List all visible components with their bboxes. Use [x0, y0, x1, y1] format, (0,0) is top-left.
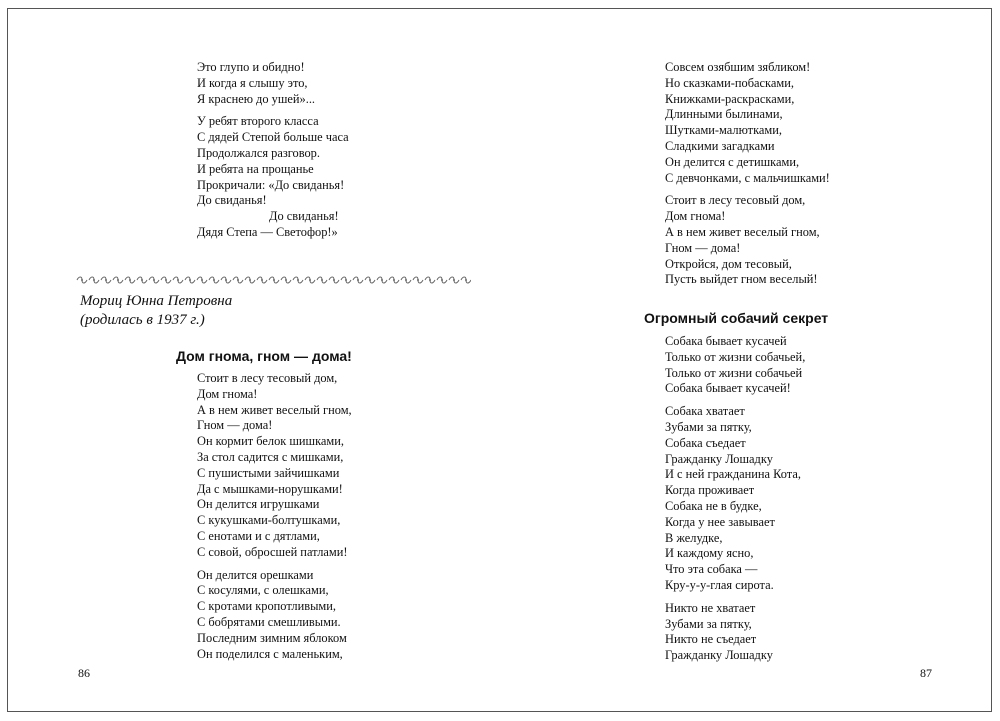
- poem-line: Собака хватает: [665, 404, 745, 419]
- poem-continuation: [665, 60, 830, 295]
- stanza: [665, 193, 830, 288]
- author-name: Мориц Юнна Петровна: [80, 293, 233, 309]
- poem-line: Последним зимним яблоком: [197, 630, 347, 645]
- poem-line: Собака бывает кусачей!: [665, 381, 791, 396]
- poem-line: Пусть выйдет гном веселый!: [665, 272, 818, 287]
- poem-line: Гном — дома!: [197, 418, 273, 433]
- poem-line: С девчонками, с мальчишками!: [665, 170, 830, 185]
- poem-line: Гражданку Лошадку: [665, 648, 773, 663]
- poem-line: Книжками-раскрасками,: [665, 91, 795, 106]
- poem-line: Зубами за пятку,: [665, 616, 752, 631]
- poem-line: Продолжался разговор.: [197, 145, 320, 160]
- poem-line: А в нем живет веселый гном,: [197, 402, 352, 417]
- poem-line: Никто не съедает: [665, 632, 757, 647]
- poem-line: Он кормит белок шишками,: [197, 434, 345, 449]
- poem-line: Но сказками-побасками,: [665, 75, 794, 90]
- poem-line: В желудке,: [665, 530, 723, 545]
- poem-line: Длинными былинами,: [665, 107, 783, 122]
- poem-line: У ребят второго класса: [197, 114, 319, 129]
- poem-line: Стоит в лесу тесовый дом,: [197, 371, 338, 385]
- poem-line: Собака съедает: [665, 435, 746, 450]
- right-page: [508, 9, 993, 711]
- stanza: [665, 404, 805, 594]
- author-heading: [80, 292, 232, 330]
- poem-line: А в нем живет веселый гном,: [665, 224, 820, 239]
- poem-line: С енотами и с дятлами,: [197, 528, 320, 543]
- poem-line: Он делится с детишками,: [665, 154, 800, 169]
- stanza: [197, 60, 349, 107]
- poem-line: Никто не хватает: [665, 600, 756, 615]
- poem-line: Гном — дома!: [665, 240, 741, 255]
- poem-line: С кротами кропотливыми,: [197, 599, 336, 614]
- poem-line: Он делится игрушками: [197, 497, 320, 512]
- poem-line: Что эта собака —: [665, 562, 758, 577]
- poem-line: Только от жизни собачьей: [665, 365, 803, 380]
- poem-title: Дом гнома, гном — дома!: [176, 348, 352, 364]
- author-dates: (родилась в 1937 г.): [80, 312, 205, 328]
- poem-line: И с ней гражданина Кота,: [665, 467, 801, 482]
- poem-line: Собака бывает кусачей: [665, 334, 787, 348]
- poem-line: Стоит в лесу тесовый дом,: [665, 193, 806, 208]
- poem-line: Это глупо и обидно!: [197, 60, 305, 74]
- ornament-divider: [76, 275, 471, 285]
- poem-line: С косулями, с олешками,: [197, 583, 329, 598]
- poem-line: Шутками-малютками,: [665, 123, 782, 138]
- poem-line: Я краснею до ушей»...: [197, 91, 316, 106]
- poem-line: С совой, обросшей патлами!: [197, 544, 348, 559]
- poem-line: С дядей Степой больше часа: [197, 130, 349, 145]
- poem-line: И каждому ясно,: [665, 546, 754, 561]
- poem-line: До свиданья!: [269, 209, 339, 224]
- poem-line: Он поделился с маленьким,: [197, 646, 343, 661]
- poem-line: И когда я слышу это,: [197, 75, 308, 90]
- stanza: [665, 334, 805, 397]
- poem-line: И ребята на прощанье: [197, 161, 314, 176]
- poem-line: Когда у нее завывает: [665, 514, 775, 529]
- book-spread: [7, 8, 992, 712]
- poem-line: С кукушками-болтушками,: [197, 513, 341, 528]
- poem-line: Зубами за пятку,: [665, 419, 752, 434]
- poem-body: [665, 334, 805, 671]
- left-page: [8, 9, 508, 711]
- poem-body: [197, 371, 352, 669]
- poem-ending: [197, 60, 349, 248]
- poem-line: Собака не в будке,: [665, 498, 762, 513]
- poem-line: С бобрятами смешливыми.: [197, 614, 341, 629]
- stanza: [197, 371, 352, 561]
- stanza: [665, 60, 830, 186]
- poem-title: Огромный собачий секрет: [644, 310, 829, 326]
- stanza: [197, 114, 349, 240]
- poem-line: Кру-у-у-глая сирота.: [665, 577, 774, 592]
- poem-line: До свиданья!: [197, 193, 267, 208]
- poem-line: За стол садится с мишками,: [197, 449, 344, 464]
- poem-line: Дом гнома!: [665, 209, 726, 224]
- poem-line: Дядя Степа — Светофор!»: [197, 224, 338, 239]
- stanza: [197, 568, 352, 663]
- poem-line: Прокричали: «До свиданья!: [197, 177, 345, 192]
- poem-line: Дом гнома!: [197, 386, 258, 401]
- page-number: 86: [78, 666, 90, 680]
- poem-line: Только от жизни собачьей,: [665, 349, 806, 364]
- poem-line: Да с мышками-норушками!: [197, 481, 343, 496]
- poem-line: Он делится орешками: [197, 567, 314, 582]
- poem-line: С пушистыми зайчишками: [197, 465, 340, 480]
- poem-line: Когда проживает: [665, 483, 755, 498]
- poem-line: Сладкими загадками: [665, 138, 775, 153]
- poem-line: Совсем озябшим зябликом!: [665, 60, 811, 74]
- stanza: [665, 601, 805, 664]
- page-number: 87: [920, 666, 932, 680]
- poem-line: Гражданку Лошадку: [665, 451, 773, 466]
- poem-line: Откройся, дом тесовый,: [665, 256, 792, 271]
